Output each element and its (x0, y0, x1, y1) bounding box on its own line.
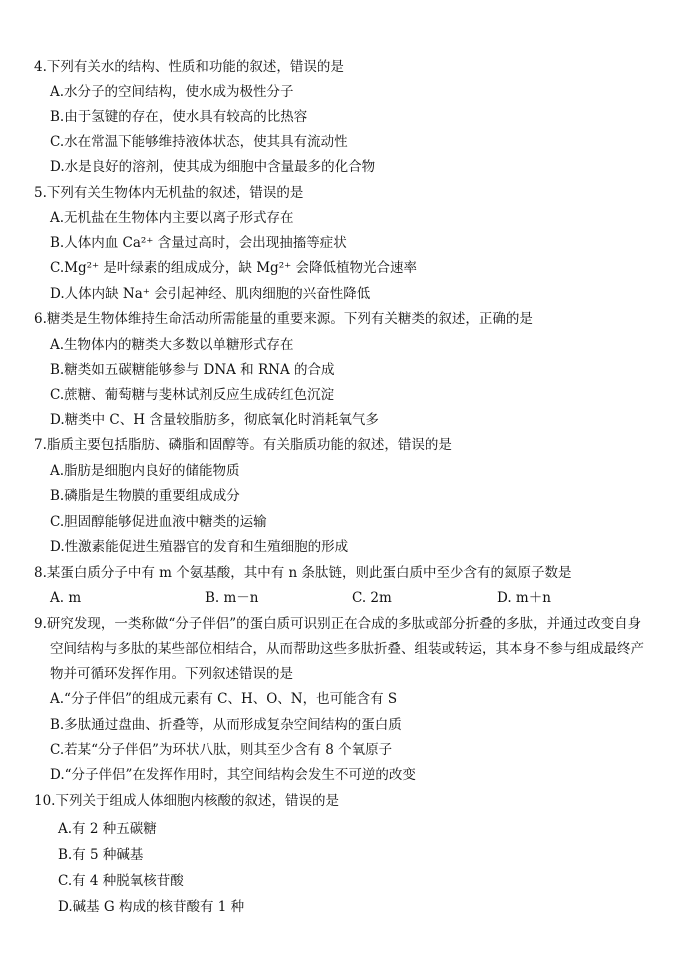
question-8-option-b: B. m－n (205, 590, 259, 606)
question-9-option-d: D.“分子伴侣”在发挥作用时，其空间结构会发生不可逆的改变 (50, 767, 416, 783)
question-6-option-c: C.蔗糖、葡萄糖与斐林试剂反应生成砖红色沉淀 (50, 387, 335, 403)
question-10-option-c: C.有 4 种脱氧核苷酸 (58, 873, 184, 889)
question-6-stem: 6.糖类是生物体维持生命活动所需能量的重要来源。下列有关糖类的叙述，正确的是 (34, 311, 533, 327)
question-9-option-b: B.多肽通过盘曲、折叠等，从而形成复杂空间结构的蛋白质 (50, 717, 402, 733)
question-6-option-a: A.生物体内的糖类大多数以单糖形式存在 (50, 337, 294, 353)
question-9-option-c: C.若某“分子伴侣”为环状八肽，则其至少含有 8 个氧原子 (50, 742, 393, 758)
question-8-option-a: A. m (50, 590, 82, 606)
question-5-option-d: D.人体内缺 Na⁺ 会引起神经、肌肉细胞的兴奋性降低 (50, 286, 371, 302)
question-10-option-b: B.有 5 种碱基 (58, 847, 144, 863)
question-5-option-a: A.无机盐在生物体内主要以离子形式存在 (50, 210, 294, 226)
question-9-stem-line-3: 物并可循环发挥作用。下列叙述错误的是 (50, 666, 293, 682)
question-4-option-c: C.水在常温下能够维持液体状态，使其具有流动性 (50, 134, 348, 150)
question-4-option-d: D.水是良好的溶剂，使其成为细胞中含量最多的化合物 (50, 159, 376, 175)
question-5-option-c: C.Mg²⁺ 是叶绿素的组成成分，缺 Mg²⁺ 会降低植物光合速率 (50, 260, 418, 276)
question-9-stem-line-2: 空间结构与多肽的某些部位相结合，从而帮助这些多肽折叠、组装或转运，其本身不参与组成最终产 (50, 641, 644, 657)
question-5-stem: 5.下列有关生物体内无机盐的叙述，错误的是 (34, 185, 304, 201)
question-8-option-d: D. m＋n (497, 590, 551, 606)
question-6-option-b: B.糖类如五碳糖能够参与 DNA 和 RNA 的合成 (50, 362, 335, 378)
question-8-option-c: C. 2m (352, 590, 392, 606)
question-7-option-a: A.脂肪是细胞内良好的储能物质 (50, 463, 240, 479)
question-4-option-a: A.水分子的空间结构，使水成为极性分子 (50, 84, 294, 100)
question-10-option-d: D.碱基 G 构成的核苷酸有 1 种 (58, 899, 245, 915)
question-7-option-d: D.性激素能促进生殖器官的发育和生殖细胞的形成 (50, 539, 349, 555)
question-7-stem: 7.脂质主要包括脂肪、磷脂和固醇等。有关脂质功能的叙述，错误的是 (34, 437, 452, 453)
question-9-stem-line-1: 9.研究发现，一类称做“分子伴侣”的蛋白质可识别正在合成的多肽或部分折叠的多肽，并通过改变自身 (34, 616, 642, 632)
question-8-stem: 8.某蛋白质分子中有 m 个氨基酸，其中有 n 条肽链，则此蛋白质中至少含有的氮原子数是 (34, 565, 572, 581)
question-4-stem: 4.下列有关水的结构、性质和功能的叙述，错误的是 (34, 59, 344, 75)
question-7-option-b: B.磷脂是生物膜的重要组成成分 (50, 488, 240, 504)
question-10-option-a: A.有 2 种五碳糖 (58, 821, 157, 837)
question-4-option-b: B.由于氢键的存在，使水具有较高的比热容 (50, 109, 308, 125)
question-7-option-c: C.胆固醇能够促进血液中糖类的运输 (50, 514, 267, 530)
question-9-option-a: A.“分子伴侣”的组成元素有 C、H、O、N，也可能含有 S (50, 691, 398, 707)
question-10-stem: 10.下列关于组成人体细胞内核酸的叙述，错误的是 (34, 793, 339, 809)
question-5-option-b: B.人体内血 Ca²⁺ 含量过高时，会出现抽搐等症状 (50, 235, 347, 251)
question-6-option-d: D.糖类中 C、H 含量较脂肪多，彻底氧化时消耗氧气多 (50, 412, 379, 428)
